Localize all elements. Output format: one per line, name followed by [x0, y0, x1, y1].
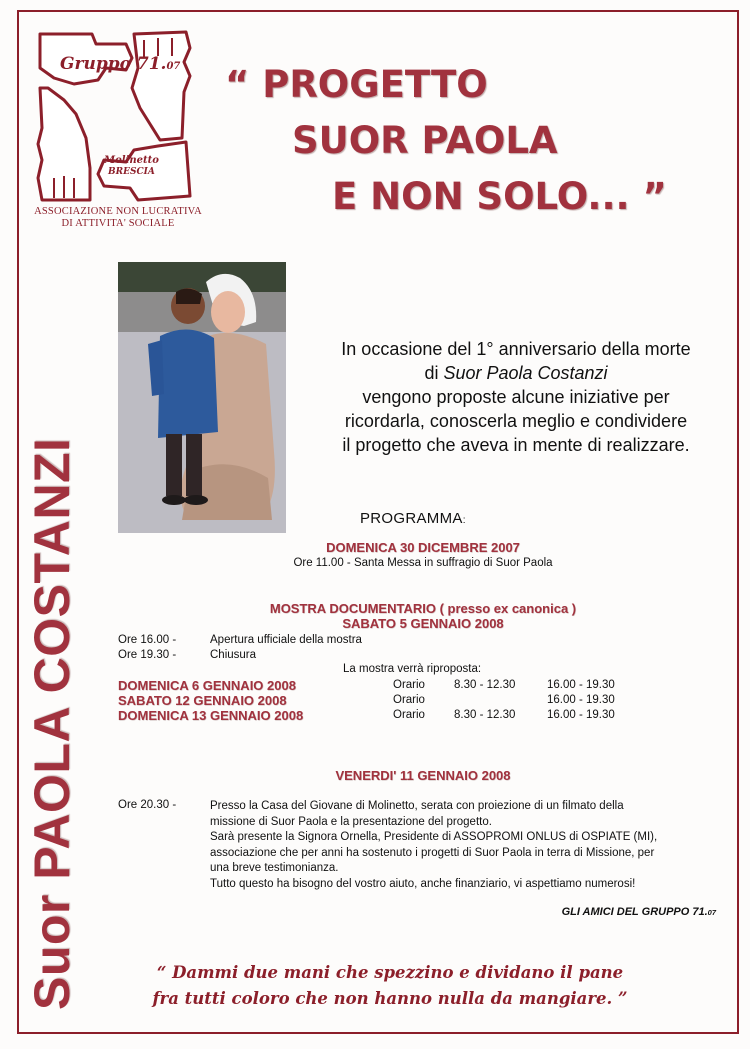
title-line-1: “ PROGETTO: [225, 63, 488, 106]
title-line-2: SUOR PAOLA: [292, 119, 558, 162]
logo-group-name: Gruppo 71.07: [60, 54, 181, 74]
program-title: PROGRAMMA:: [360, 510, 466, 527]
repeat-afternoon: 16.00 - 19.30: [547, 709, 615, 721]
closing-quote: “ Dammi due mani che spezzino e dividano il pane fra tutti coloro che non hanno nulla da mangiare. ”: [152, 963, 628, 1008]
repeat-note: La mostra verrà riproposta:: [343, 663, 482, 675]
event2-row-desc: Apertura ufficiale della mostra: [210, 634, 362, 646]
event1-date: DOMENICA 30 DICEMBRE 2007: [326, 540, 520, 555]
event3-date: VENERDI' 11 GENNAIO 2008: [335, 768, 511, 783]
event2-row-time: Ore 19.30 -: [118, 649, 177, 661]
vertical-name: Suor PAOLA COSTANZI: [24, 437, 80, 1010]
repeat-morning: 8.30 - 12.30: [454, 709, 516, 721]
repeat-label: Orario: [393, 709, 425, 721]
event2-row-time: Ore 16.00 -: [118, 634, 177, 646]
title-line-3: E NON SOLO... ”: [332, 175, 667, 218]
repeat-afternoon: 16.00 - 19.30: [547, 694, 615, 706]
event3-description: Presso la Casa del Giovane di Molinetto, serata con proiezione di un filmato della missione di Suor Paola e la presentazione del progetto. Sarà presente la Signora Ornella, Presidente di ASSOPROMI ONLUS di OSPIATE (MI), associazione che per anni ha sostenuto i progetti di Suor Paola in terra di Missione, per una breve testimonianza. Tutto questo ha bisogno del vostro aiuto, anche finanziario, vi aspettiamo numerosi!: [210, 800, 658, 890]
signoff: GLI AMICI DEL GRUPPO 71.07: [561, 906, 716, 918]
logo-subtitle: ASSOCIAZIONE NON LUCRATIVA DI ATTIVITA' SOCIALE: [34, 206, 202, 229]
repeat-label: Orario: [393, 694, 425, 706]
event3-time: Ore 20.30 -: [118, 799, 177, 811]
repeat-morning: 8.30 - 12.30: [454, 679, 516, 691]
event1-detail: Ore 11.00 - Santa Messa in suffragio di Suor Paola: [293, 557, 553, 569]
event2-date: SABATO 5 GENNAIO 2008: [342, 616, 504, 631]
photo-nun-with-child: [118, 262, 286, 533]
intro-text: In occasione del 1° anniversario della morte di Suor Paola Costanzi vengono proposte alcune iniziative per ricordarla, conoscerla meglio e condividere il progetto che aveva in mente di realizzare.: [341, 339, 691, 455]
logo-place-top: Molinetto: [104, 155, 159, 166]
repeat-date: SABATO 12 GENNAIO 2008: [118, 693, 287, 708]
event2-heading: MOSTRA DOCUMENTARIO ( presso ex canonica ): [269, 601, 577, 616]
repeat-date: DOMENICA 13 GENNAIO 2008: [118, 708, 304, 723]
repeat-afternoon: 16.00 - 19.30: [547, 679, 615, 691]
repeat-date: DOMENICA 6 GENNAIO 2008: [118, 678, 296, 693]
event2-row-desc: Chiusura: [210, 649, 257, 661]
repeat-label: Orario: [393, 679, 425, 691]
logo-place-bottom: BRESCIA: [108, 167, 155, 177]
